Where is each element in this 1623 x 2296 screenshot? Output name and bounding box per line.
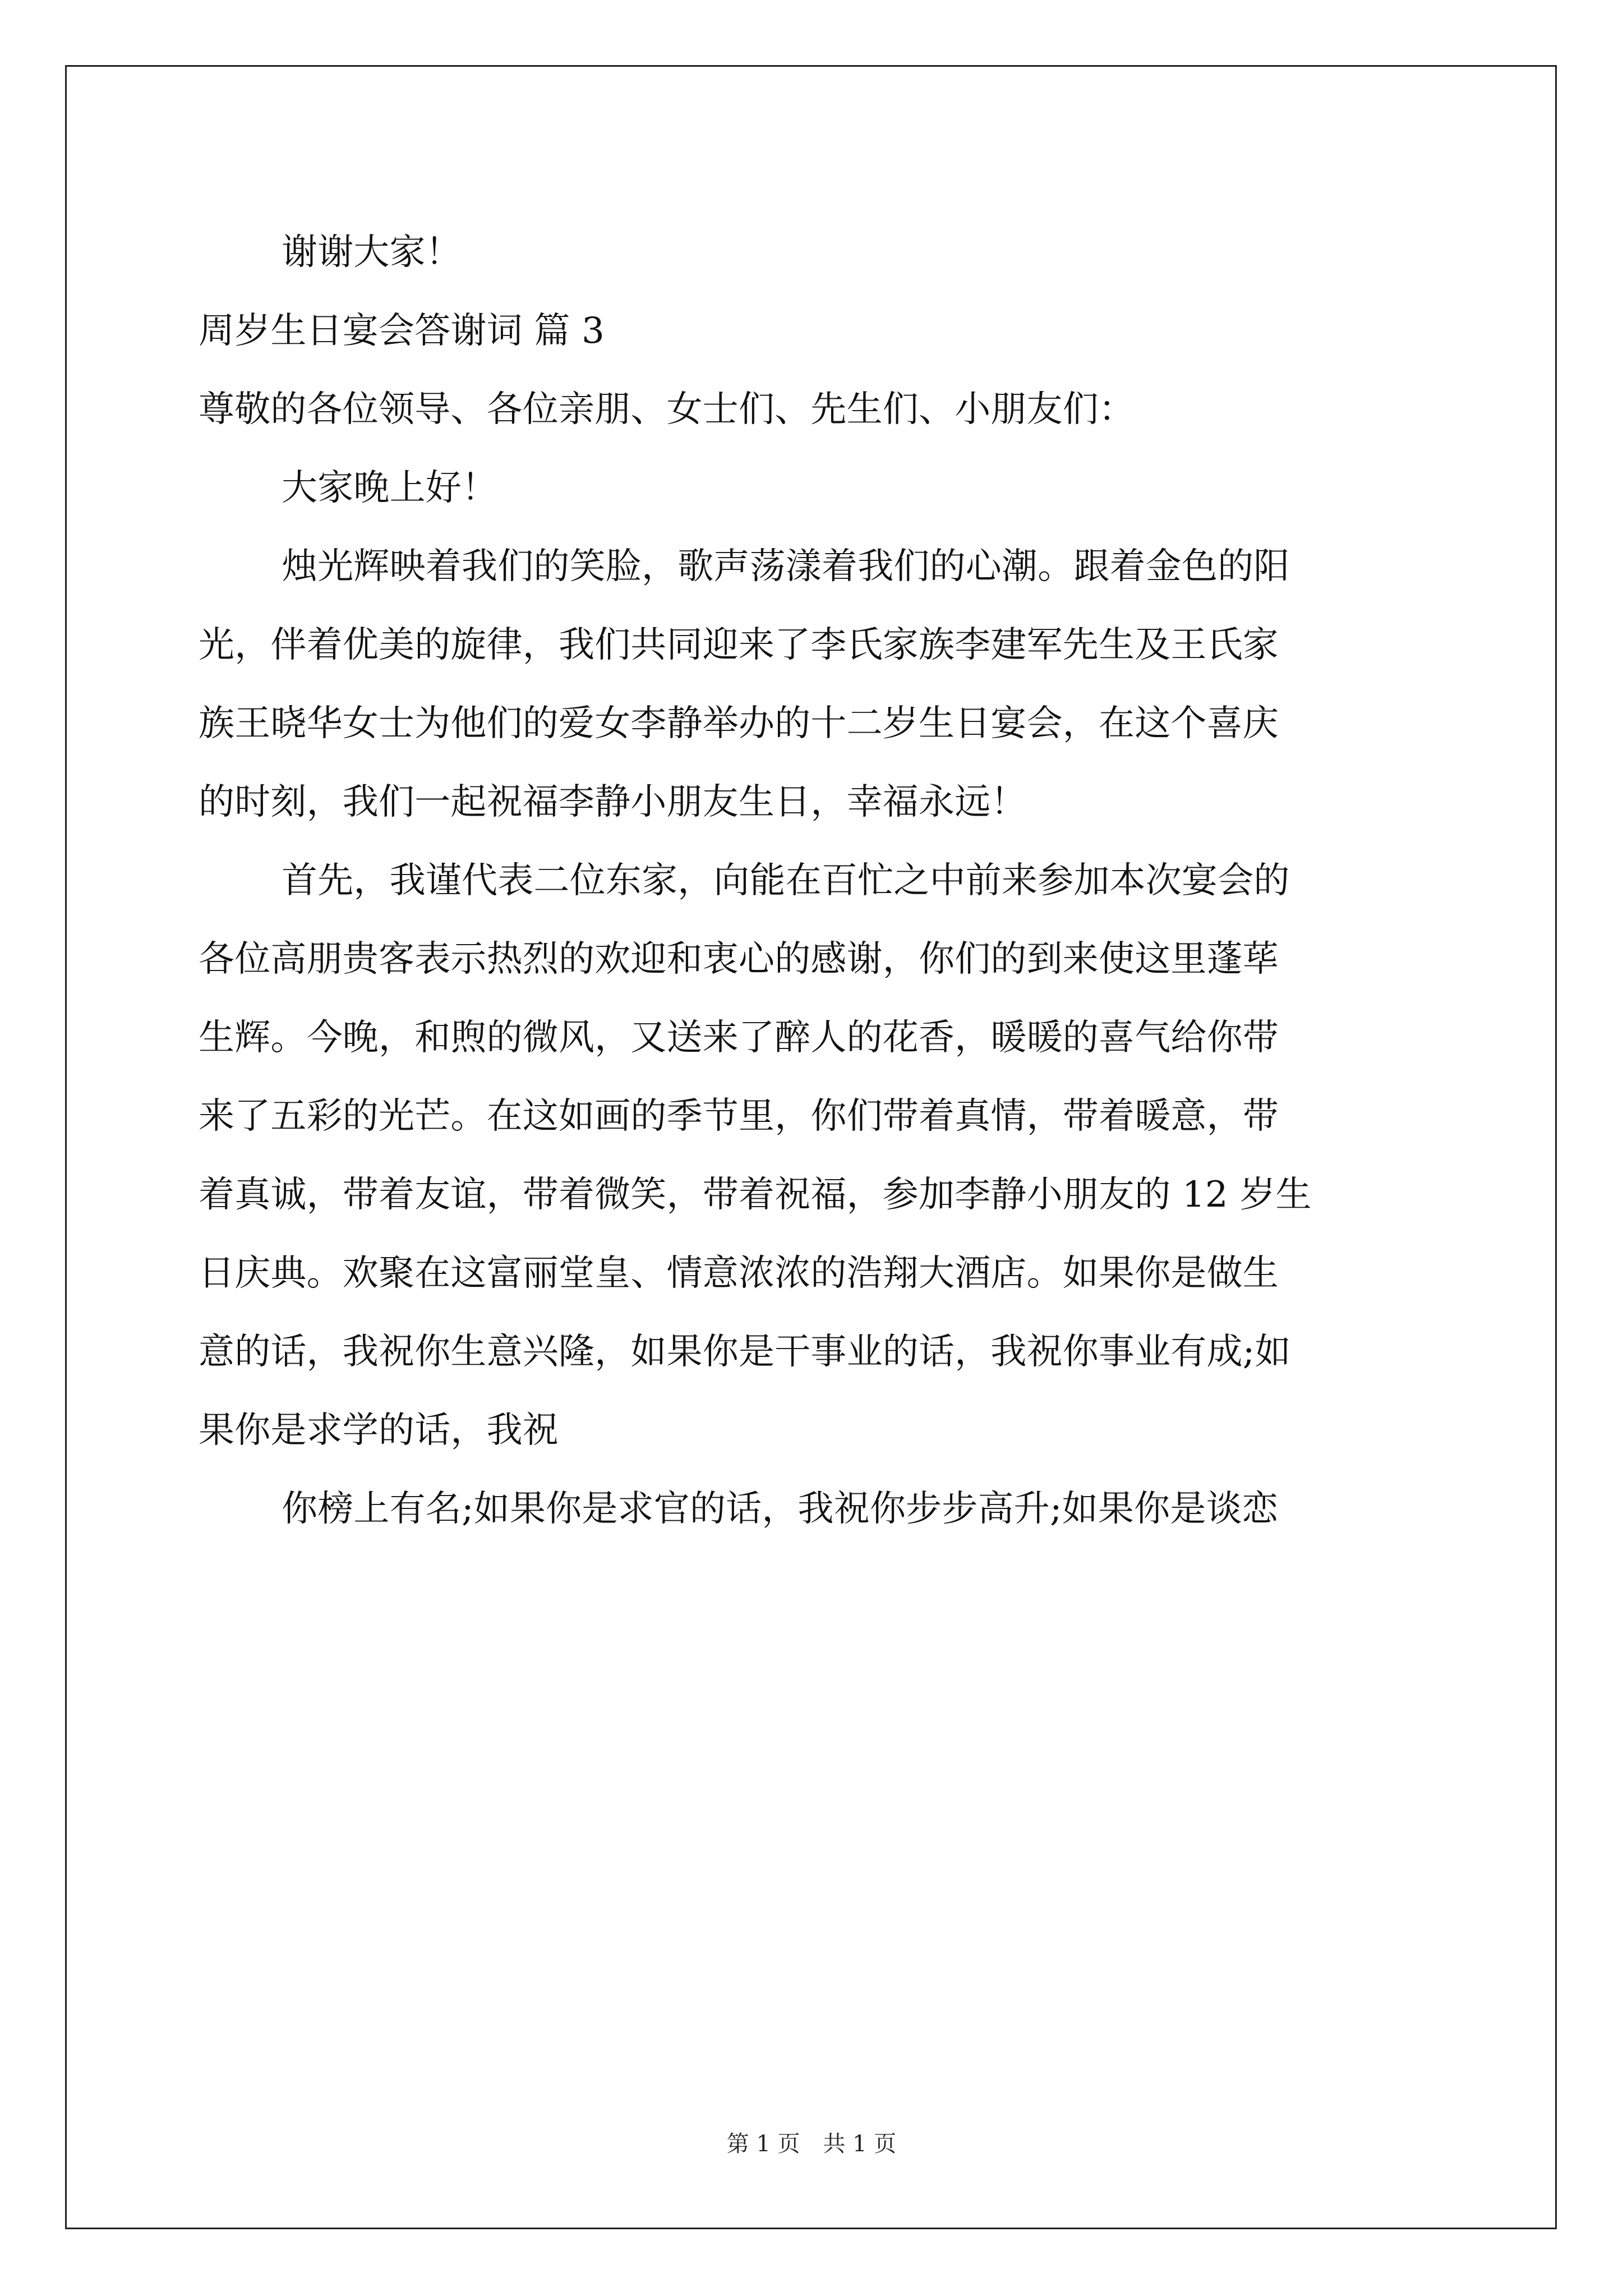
greeting: 大家晚上好！ — [282, 467, 498, 509]
page-total: 共 1 页 — [823, 2131, 897, 2157]
paragraph-line: 你榜上有名;如果你是求官的话，我祝你步步高升;如果你是谈恋 — [282, 1488, 1278, 1530]
paragraph-line: 的时刻，我们一起祝福李静小朋友生日，幸福永远！ — [199, 781, 1027, 823]
paragraph-line: 果你是求学的话，我祝 — [199, 1410, 559, 1451]
section-heading: 周岁生日宴会答谢词 篇 3 — [199, 310, 605, 352]
paragraph-line: 日庆典。欢聚在这富丽堂皇、情意浓浓的浩翔大酒店。如果你是做生 — [199, 1253, 1279, 1294]
salutation: 尊敬的各位领导、各位亲朋、女士们、先生们、小朋友们： — [199, 389, 1135, 430]
document-body — [199, 213, 1430, 1548]
paragraph-line: 首先，我谨代表二位东家，向能在百忙之中前来参加本次宴会的 — [282, 860, 1290, 901]
page-number: 第 1 页 — [726, 2131, 800, 2157]
paragraph-line: 来了五彩的光芒。在这如画的季节里，你们带着真情，带着暖意，带 — [199, 1096, 1279, 1137]
paragraph-line: 族王晓华女士为他们的爱女李静举办的十二岁生日宴会，在这个喜庆 — [199, 703, 1279, 744]
paragraph-line: 生辉。今晚，和煦的微风，又送来了醉人的花香，暖暖的喜气给你带 — [199, 1017, 1279, 1059]
paragraph-line: 光，伴着优美的旋律，我们共同迎来了李氏家族李建军先生及王氏家 — [199, 624, 1279, 666]
paragraph-line: 意的话，我祝你生意兴隆，如果你是干事业的话，我祝你事业有成;如 — [199, 1331, 1291, 1373]
paragraph-line: 着真诚，带着友谊，带着微笑，带着祝福，参加李静小朋友的 12 岁生 — [199, 1174, 1312, 1216]
closing-line: 谢谢大家！ — [282, 232, 462, 273]
paragraph-line: 各位高朋贵客表示热烈的欢迎和衷心的感谢，你们的到来使这里蓬荜 — [199, 938, 1279, 980]
page-footer — [0, 2126, 1623, 2158]
paragraph-line: 烛光辉映着我们的笑脸，歌声荡漾着我们的心潮。跟着金色的阳 — [282, 546, 1290, 587]
